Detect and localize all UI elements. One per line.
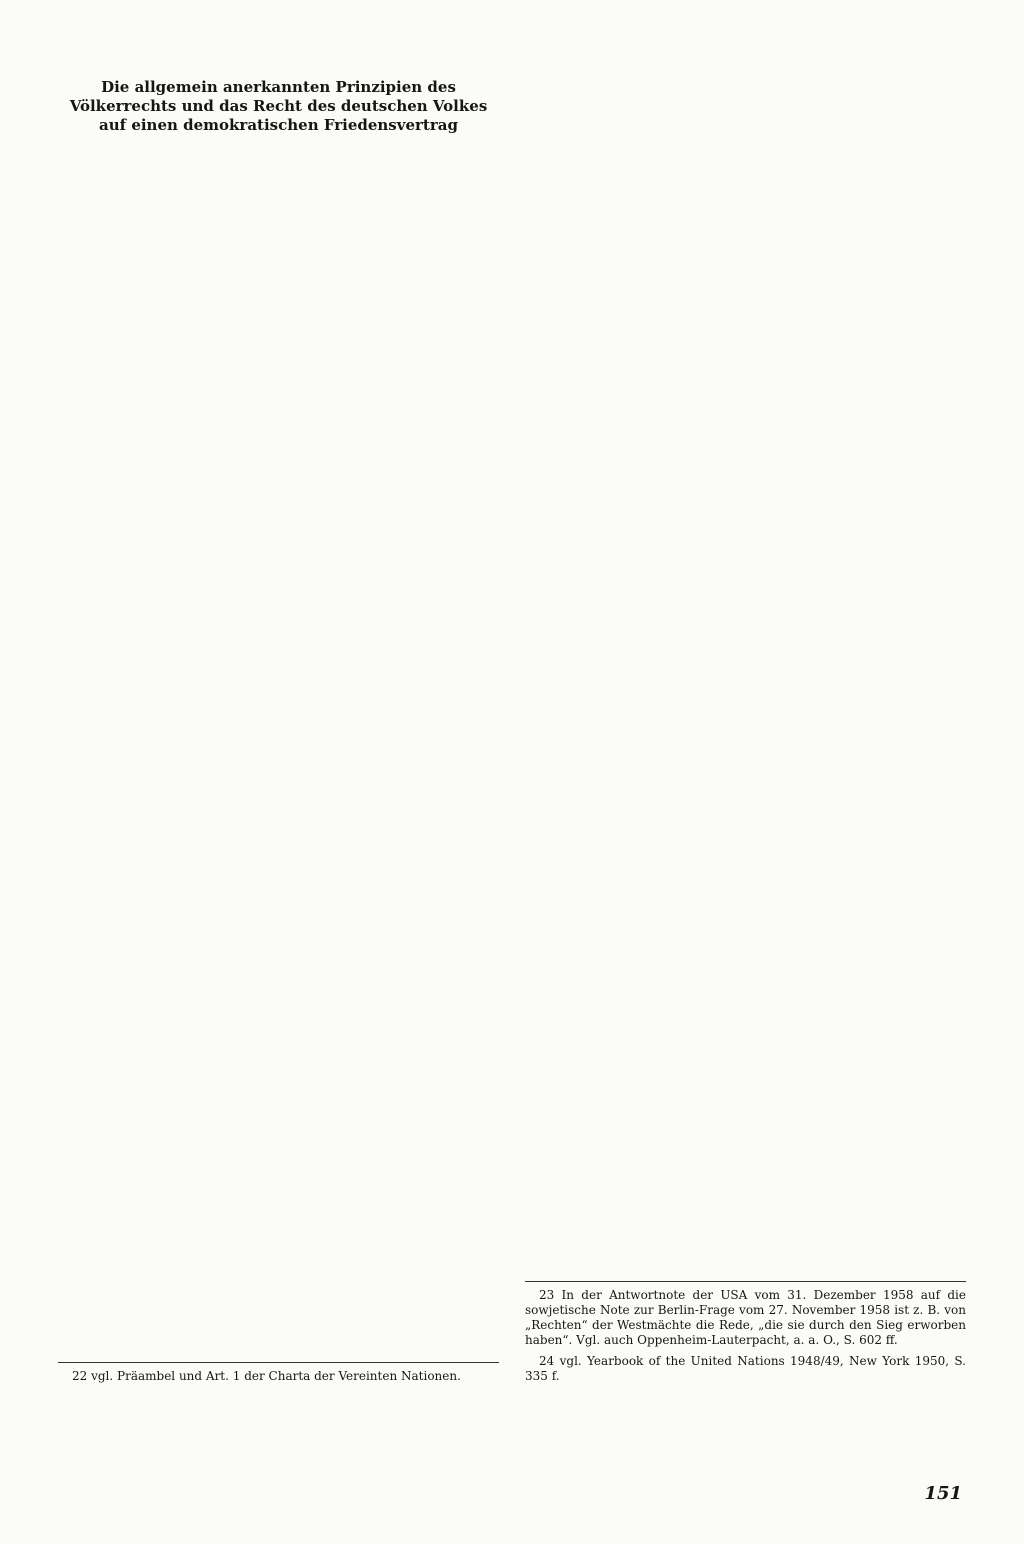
- left-column-body: [58, 64, 499, 1352]
- footnote-22: 22 vgl. Präambel und Art. 1 der Charta der Vereinten Nationen.: [72, 1369, 461, 1383]
- footnote-24: 24 vgl. Yearbook of the United Nations 1948/49, New York 1950, S. 335 f.: [525, 1354, 966, 1383]
- page-number: 151: [924, 1483, 962, 1504]
- right-column-body: [525, 64, 966, 1271]
- left-column: [58, 64, 499, 1390]
- footnotes-left: [58, 1362, 499, 1390]
- right-column: [525, 64, 966, 1390]
- text-columns: [58, 64, 966, 1390]
- footnotes-right: [525, 1281, 966, 1390]
- footnote-23: 23 In der Antwortnote der USA vom 31. Dezember 1958 auf die sowjetische Note zur Berlin-Frage vom 27. November 1958 ist z. B. von „Rechten“ der Westmächte die Rede, „die sie durch den Sieg erworben haben“. Vgl. auch Oppenheim-Lauterpacht, a. a. O., S. 602 ff.: [525, 1288, 966, 1347]
- section-heading: Die allgemein anerkannten Prinzipien des Völkerrechts und das Recht des deutschen Volkes auf einen demokratischen Friedensvertrag: [69, 78, 488, 134]
